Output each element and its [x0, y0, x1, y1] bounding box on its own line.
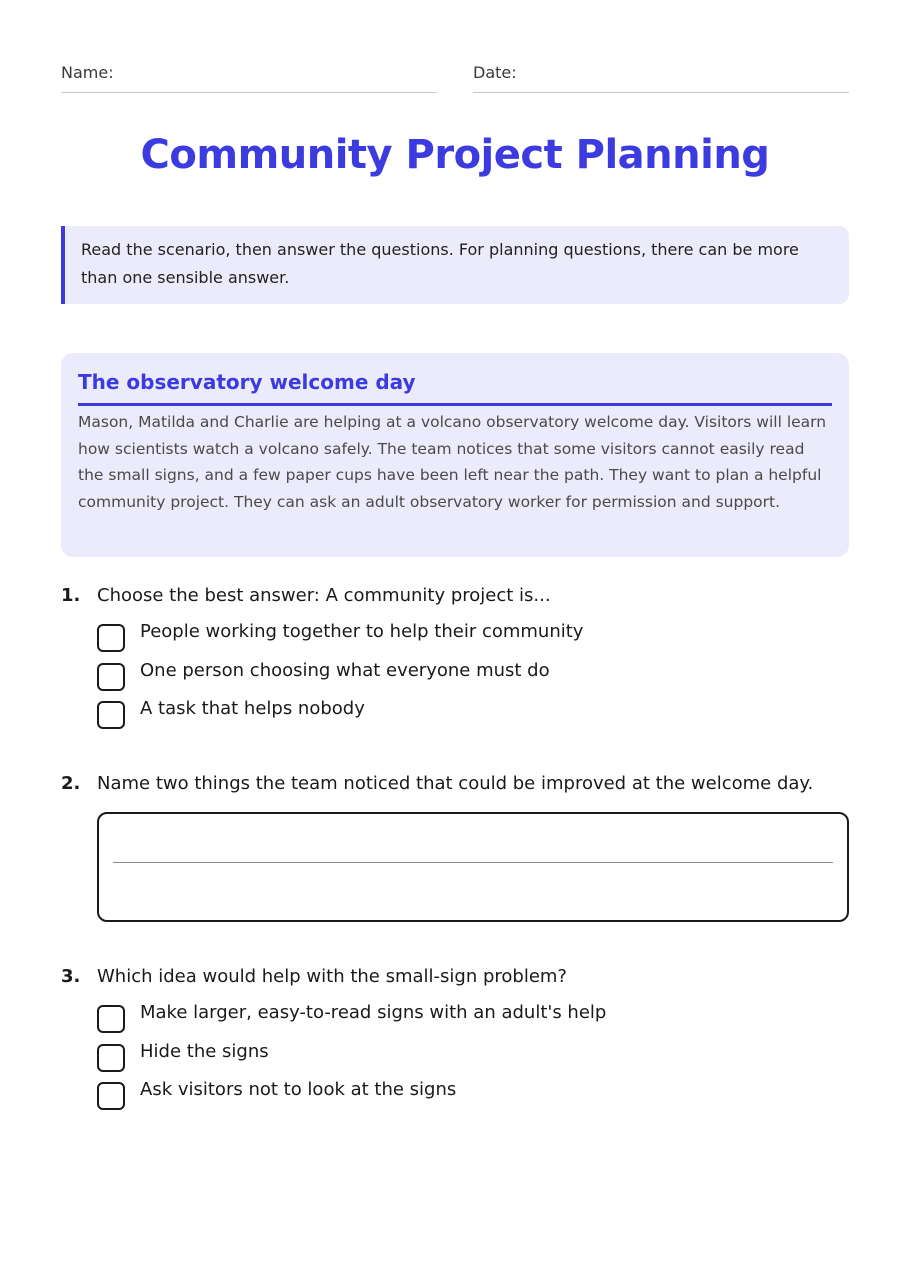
question-text: Which idea would help with the small-sign problem? — [97, 966, 567, 987]
option-label: People working together to help their community — [140, 621, 584, 642]
checkbox[interactable] — [97, 1082, 125, 1110]
answer-line — [113, 862, 833, 863]
answer-box[interactable] — [97, 812, 849, 922]
date-field[interactable] — [473, 62, 849, 93]
checkbox[interactable] — [97, 701, 125, 729]
question-number: 2. — [61, 773, 81, 794]
option-item[interactable] — [97, 1002, 797, 1037]
option-label: Hide the signs — [140, 1041, 269, 1062]
option-label: Make larger, easy-to-read signs with an adult's help — [140, 1002, 607, 1023]
option-label: One person choosing what everyone must do — [140, 660, 550, 681]
checkbox[interactable] — [97, 624, 125, 652]
header-fields — [61, 62, 849, 94]
option-item[interactable] — [97, 660, 797, 695]
option-item[interactable] — [97, 1079, 797, 1114]
question-number: 3. — [61, 966, 81, 987]
checkbox[interactable] — [97, 1005, 125, 1033]
page-title: Community Project Planning — [140, 132, 770, 178]
scenario-card — [61, 353, 849, 557]
date-label: Date: — [473, 63, 517, 82]
option-item[interactable] — [97, 698, 797, 733]
question-text: Name two things the team noticed that could be improved at the welcome day. — [97, 773, 814, 794]
option-item[interactable] — [97, 1041, 797, 1076]
option-label: A task that helps nobody — [140, 698, 365, 719]
name-field[interactable] — [61, 62, 437, 93]
question-number: 1. — [61, 585, 81, 606]
checkbox[interactable] — [97, 1044, 125, 1072]
instructions-box: Read the scenario, then answer the questions. For planning questions, there can be more than one sensible answer. — [61, 226, 849, 304]
name-label: Name: — [61, 63, 114, 82]
scenario-text: Mason, Matilda and Charlie are helping at a volcano observatory welcome day. Visitors will learn how scientists watch a volcano safely. The team notices that some visitors cannot easily read the small signs, and a few paper cups have been left near the path. They want to plan a helpful community project. They can ask an adult observatory worker for permission and support. — [78, 413, 827, 511]
option-item[interactable] — [97, 621, 797, 656]
question-text: Choose the best answer: A community project is... — [97, 585, 551, 606]
checkbox[interactable] — [97, 663, 125, 691]
scenario-title: The observatory welcome day — [78, 367, 832, 406]
option-label: Ask visitors not to look at the signs — [140, 1079, 457, 1100]
